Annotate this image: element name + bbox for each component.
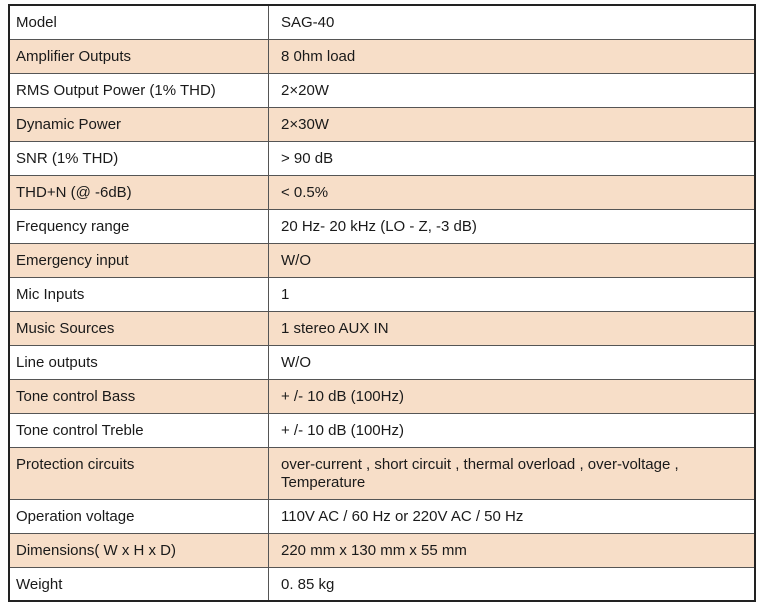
spec-value: + /- 10 dB (100Hz) (269, 413, 756, 447)
spec-label: Mic Inputs (9, 277, 269, 311)
spec-label: Protection circuits (9, 447, 269, 499)
table-row (9, 345, 755, 379)
table-row (9, 5, 755, 39)
spec-label: Weight (9, 567, 269, 601)
table-row (9, 533, 755, 567)
spec-label: Frequency range (9, 209, 269, 243)
spec-value: 8 0hm load (269, 39, 756, 73)
spec-label: Model (9, 5, 269, 39)
spec-value: SAG-40 (269, 5, 756, 39)
spec-label: Tone control Treble (9, 413, 269, 447)
spec-table (8, 4, 756, 602)
spec-label: Music Sources (9, 311, 269, 345)
table-row (9, 379, 755, 413)
spec-label: RMS Output Power (1% THD) (9, 73, 269, 107)
table-row (9, 499, 755, 533)
spec-label: SNR (1% THD) (9, 141, 269, 175)
spec-value: 0. 85 kg (269, 567, 756, 601)
table-row (9, 311, 755, 345)
spec-label: Emergency input (9, 243, 269, 277)
spec-label: Operation voltage (9, 499, 269, 533)
spec-value: W/O (269, 243, 756, 277)
spec-label: THD+N (@ -6dB) (9, 175, 269, 209)
spec-value: 2×20W (269, 73, 756, 107)
spec-label: Dynamic Power (9, 107, 269, 141)
table-row (9, 73, 755, 107)
table-row (9, 277, 755, 311)
spec-label: Dimensions( W x H x D) (9, 533, 269, 567)
spec-value: 2×30W (269, 107, 756, 141)
table-row (9, 567, 755, 601)
spec-value: < 0.5% (269, 175, 756, 209)
table-row (9, 209, 755, 243)
table-row (9, 243, 755, 277)
spec-value: 220 mm x 130 mm x 55 mm (269, 533, 756, 567)
table-row (9, 141, 755, 175)
spec-label: Amplifier Outputs (9, 39, 269, 73)
spec-value: W/O (269, 345, 756, 379)
spec-value: + /- 10 dB (100Hz) (269, 379, 756, 413)
spec-value: 110V AC / 60 Hz or 220V AC / 50 Hz (269, 499, 756, 533)
table-row (9, 413, 755, 447)
spec-value: 20 Hz- 20 kHz (LO - Z, -3 dB) (269, 209, 756, 243)
table-row (9, 39, 755, 73)
spec-value: over-current , short circuit , thermal overload , over-voltage , Temperature (269, 447, 756, 499)
table-row (9, 175, 755, 209)
spec-value: 1 stereo AUX IN (269, 311, 756, 345)
table-row (9, 447, 755, 499)
spec-label: Line outputs (9, 345, 269, 379)
spec-value: > 90 dB (269, 141, 756, 175)
spec-label: Tone control Bass (9, 379, 269, 413)
spec-value: 1 (269, 277, 756, 311)
table-row (9, 107, 755, 141)
